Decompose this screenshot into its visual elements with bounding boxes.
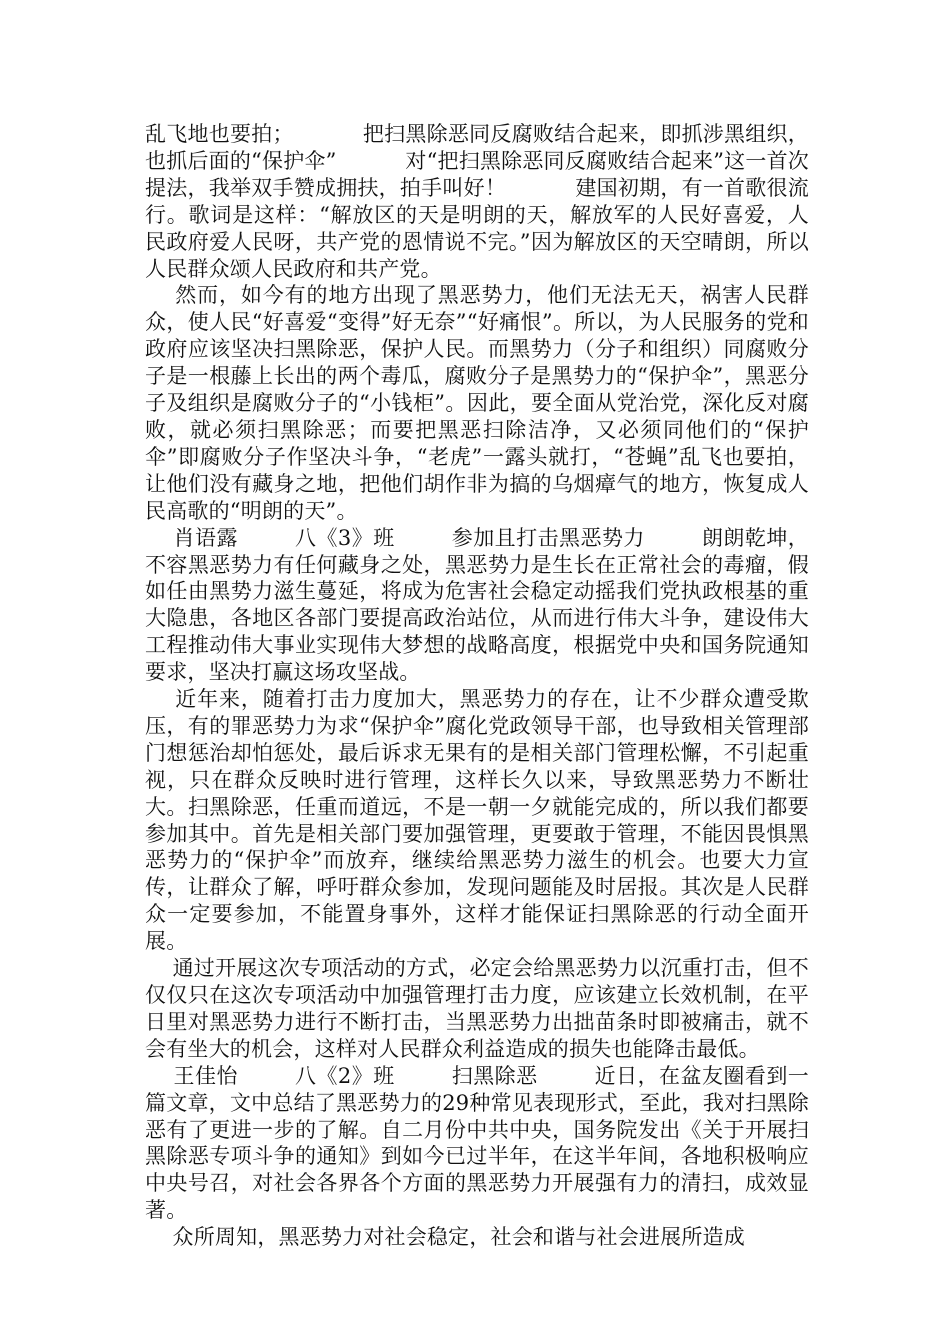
- paragraph-xiao-yulu: 肖语露 八《3》班 参加且打击黑恶势力 朗朗乾坤，不容黑恶势力有任何藏身之处，黑恶势力是生长在正常社会的毒瘤，假如任由黑势力滋生蔓延，将成为危害社会稳定动摇我们党执政根基的重大隐患，各地区各部门要提高政治站位，从而进行伟大斗争，建设伟大工程推动伟大事业实现伟大梦想的战略高度，根据党中央和国务院通知要求，坚决打赢这场攻坚战。: [145, 525, 809, 685]
- paragraph-anti-corruption-intro: 乱飞地也要拍； 把扫黑除恶同反腐败结合起来，即抓涉黑组织，也抓后面的“保护伞” 对“把扫黑除恶同反腐败结合起来”这一首次提法，我举双手赞成拥扶，拍手叫好！ 建国初期，有一首歌很流行。歌词是这样：“解放区的天是明朗的天，解放军的人民好喜爱，人民政府爱人民呀，共产党的恩情说不完。”因为解放区的天空晴朗，所以人民群众颂人民政府和共产党。: [145, 122, 809, 281]
- paragraph-as-is-known: 众所周知，黑恶势力对社会稳定，社会和谐与社会进展所造成: [145, 1225, 745, 1250]
- paragraph-wang-jiayi: 王佳怡 八《2》班 扫黑除恶 近日，在盆友圈看到一篇文章，文中总结了黑恶势力的29种常见表现形式，至此，我对扫黑除恶有了更进一步的了解。自二月份中共中央，国务院发出《关于开展扫黑除恶专项斗争的通知》到如今已过半年，在这半年间，各地积极响应中央号召，对社会各界各个方面的黑恶势力开展强有力的清扫，成效显著。: [145, 1063, 809, 1223]
- document-body: [145, 121, 809, 1251]
- paragraph-protect-people: 然而，如今有的地方出现了黑恶势力，他们无法无天，祸害人民群众，使人民“好喜爱“变得”好无奈”“好痛恨”。所以，为人民服务的党和政府应该坚决扫黑除恶，保护人民。而黑势力（分子和组织）同腐败分子是一根藤上长出的两个毒瓜，腐败分子是黑势力的“保护伞”，黑恶分子及组织是腐败分子的“小钱柜”。因此，要全面从党治党，深化反对腐败，就必须扫黑除恶；而要把黑恶扫除洁净，又必须同他们的“保护伞”即腐败分子作坚决斗争，“老虎”一露头就打，“苍蝇”乱飞也要拍，让他们没有藏身之地，把他们胡作非为搞的乌烟瘴气的地方，恢复成人民高歌的“明朗的天”。: [145, 283, 809, 523]
- paragraph-long-term-mechanism: 通过开展这次专项活动的方式，必定会给黑恶势力以沉重打击，但不仅仅只在这次专项活动中加强管理打击力度，应该建立长效机制，在平日里对黑恶势力进行不断打击，当黑恶势力出拙苗条时即被痛击，就不会有坐大的机会，这样对人民群众利益造成的损失也能降击最低。: [145, 956, 809, 1061]
- paragraph-recent-years: 近年来，随着打击力度加大，黑恶势力的存在，让不少群众遭受欺压，有的罪恶势力为求“保护伞”腐化党政领导干部，也导致相关管理部门想惩治却怕惩处，最后诉求无果有的是相关部门管理松懈，不引起重视，只在群众反映时进行管理，这样长久以来，导致黑恶势力不断壮大。扫黑除恶，任重而道远，不是一朝一夕就能完成的，所以我们都要参加其中。首先是相关部门要加强管理，更要敢于管理，不能因畏惧黑恶势力的“保护伞”而放弃，继续给黑恶势力滋生的机会。也要大力宣传，让群众了解，呼吁群众参加，发现问题能及时居报。其次是人民群众一定要参加，不能置身事外，这样才能保证扫黑除恶的行动全面开展。: [145, 687, 809, 954]
